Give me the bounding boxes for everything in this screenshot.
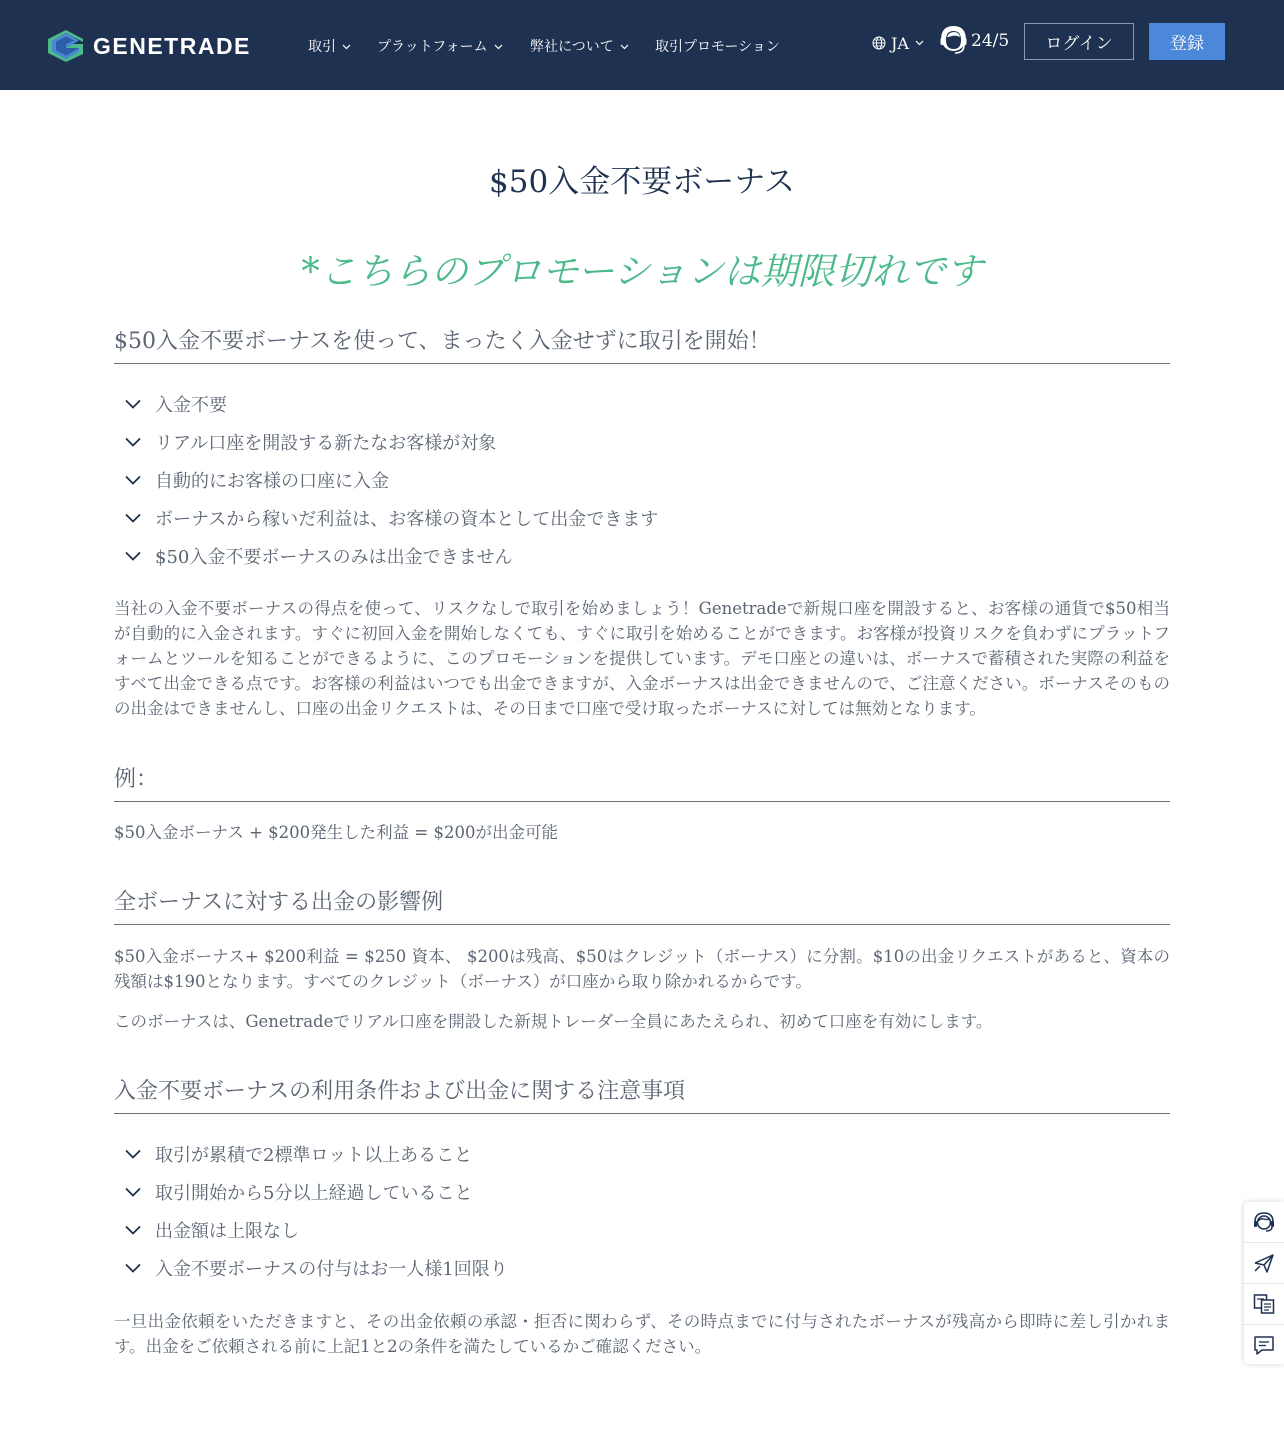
list-item [114,461,1170,499]
list-item-label: 出金額は上限なし [155,1221,299,1242]
section-overview [114,326,1170,721]
genetrade-logo-icon [48,29,84,63]
nav-item-promotions[interactable] [655,37,780,57]
list-item-label: $50入金不要ボーナスのみは出金できません [155,547,513,568]
logo-text: GENETRADE [93,33,251,59]
withdrawal-effect-paragraph: $50入金ボーナス+ $200利益 = $250 資本、 $200は残高、$50はクレジット（ボーナス）に分割。$10の出金リクエストがあると、資本の残額は$190となります。すべてのクレジット（ボーナス）が口座から取り除かれるからです。 [114,947,1170,991]
list-item-label: リアル口座を開設する新たなお客様が対象 [155,433,497,454]
chevron-check-icon [125,1263,141,1273]
terms-paragraph: 一旦出金依頼をいただきますと、その出金依頼の承認・拒否に関わらず、その時点までに付与されたボーナスが残高から即時に差し引かれます。出金をご依頼される前に上記1と2の条件を満たしているかご確認ください。 [114,1312,1170,1356]
list-item [114,1249,1170,1287]
chevron-check-icon [125,1187,141,1197]
list-item-label: 取引開始から5分以上経過していること [155,1183,473,1204]
page-title: $50入金不要ボーナス [489,164,795,200]
expired-notice: *こちらのプロモーションは期限切れです [301,250,983,293]
chevron-check-icon [125,437,141,447]
list-item [114,1135,1170,1173]
headset-agent-icon [939,25,968,56]
translate-button[interactable] [1244,1284,1284,1325]
site-header [0,0,1284,90]
support-agent-button[interactable] [1244,1202,1284,1243]
list-item [114,1211,1170,1249]
chevron-check-icon [125,475,141,485]
send-button[interactable] [1244,1243,1284,1284]
list-item-label: ボーナスから稼いだ利益は、お客様の資本として出金できます [155,509,659,530]
chat-icon [1252,1333,1276,1357]
chevron-check-icon [125,1225,141,1235]
section-terms [114,1076,1170,1359]
chevron-down-icon [915,40,924,46]
nav-item-label: 弊社について [530,39,614,55]
support-link[interactable] [939,25,1009,56]
nav-item-about[interactable] [530,37,629,57]
section-heading: 例： [114,764,1170,802]
chevron-check-icon [125,551,141,561]
list-item [114,1173,1170,1211]
chevron-check-icon [125,513,141,523]
chevron-check-icon [125,399,141,409]
login-button[interactable]: ログイン [1024,23,1134,60]
nav-item-platform[interactable] [377,37,503,57]
translate-icon [1252,1292,1276,1316]
chevron-down-icon [494,44,503,50]
list-item [114,385,1170,423]
list-item-label: 取引が累積で2標準ロット以上あること [155,1145,473,1166]
language-selector[interactable] [872,33,924,53]
language-label: JA [891,33,909,53]
list-item-label: 入金不要ボーナスの付与はお一人様1回限り [155,1259,508,1280]
list-item-label: 自動的にお客様の口座に入金 [155,471,389,492]
list-item [114,537,1170,575]
register-button[interactable]: 登録 [1149,23,1225,60]
terms-list [114,1114,1170,1287]
list-item [114,499,1170,537]
nav-item-trading[interactable] [308,37,351,57]
nav-item-label: 取引 [308,39,336,55]
section-example [114,764,1170,845]
send-icon [1252,1251,1276,1275]
example-text: $50入金ボーナス + $200発生した利益 = $200が出金可能 [114,823,558,842]
overview-paragraph: 当社の入金不要ボーナスの得点を使って、リスクなしで取引を始めましょう！Genetradeで新規口座を開設すると、お客様の通貨で$50相当が自動的に入金されます。すぐに初回入金を開始しなくても、すぐに取引を始めることができます。お客様が投資リスクを負わずにプラットフォームとツールを知ることができるように、このプロモーションを提供しています。デモ口座との違いは、ボーナスで蓄積された実際の利益をすべて出金できる点です。お客様の利益はいつでも出金できますが、入金ボーナスは出金できませんので、ご注意ください。ボーナスそのものの出金はできませんし、口座の出金リクエストは、その日まで口座で受け取ったボーナスに対しては無効となります。 [114,599,1170,718]
benefit-list [114,364,1170,575]
list-item [114,423,1170,461]
section-withdrawal-effect [114,887,1170,1034]
nav-item-label: 取引プロモーション [655,39,780,55]
logo[interactable] [48,29,251,63]
chat-button[interactable] [1244,1325,1284,1365]
support-agent-icon [1252,1210,1276,1234]
chevron-down-icon [620,44,629,50]
section-heading: $50入金不要ボーナスを使って、まったく入金せずに取引を開始！ [114,326,1170,364]
eligibility-paragraph: このボーナスは、Genetradeでリアル口座を開設した新規トレーダー全員にあたえられ、初めて口座を有効にします。 [114,1012,993,1031]
section-heading: 入金不要ボーナスの利用条件および出金に関する注意事項 [114,1076,1170,1114]
floating-toolbar [1244,1202,1284,1364]
section-heading: 全ボーナスに対する出金の影響例 [114,887,1170,925]
nav-item-label: プラットフォーム [377,39,488,55]
chevron-check-icon [125,1149,141,1159]
main-content [114,326,1170,1359]
globe-icon [872,36,886,50]
chevron-down-icon [342,44,351,50]
support-hours: 24/5 [971,30,1010,51]
list-item-label: 入金不要 [155,395,227,416]
